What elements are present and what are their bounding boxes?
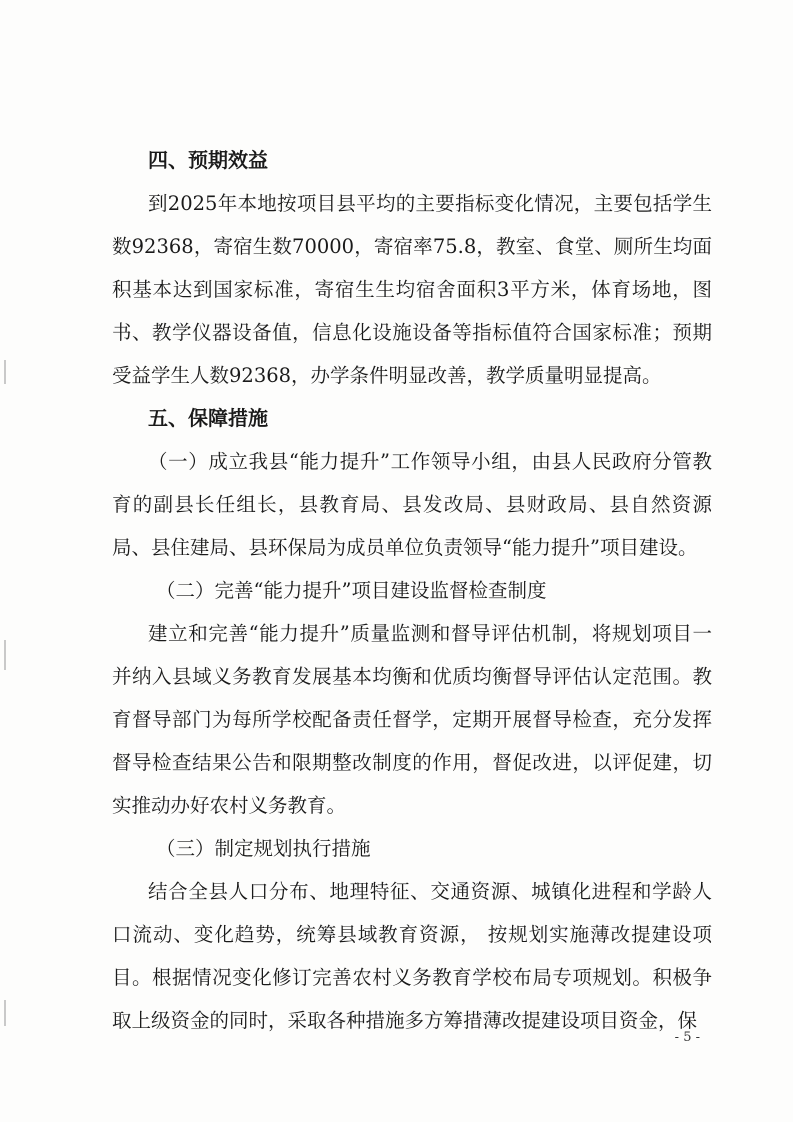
- measure-2-title: （二）完善“能力提升”项目建设监督检查制度: [156, 579, 547, 602]
- section-4-title: 四、预期效益: [148, 148, 268, 172]
- page-number: - 5 -: [674, 1030, 700, 1045]
- scan-binding-mark: [4, 640, 6, 670]
- measure-2-paragraph: 建立和完善“能力提升”质量监测和督导评估机制，将规划项目一并纳入县域义务教育发展基本均衡和优质均衡督导评估认定范围。教育督导部门为每所学校配备责任督学，定期开展督导检查，充分发挥督导检查结果公告和限期整改制度的作用，督促改进，以评促建，切实推动办好农村义务教育。: [112, 622, 712, 817]
- section-5-title: 五、保障措施: [148, 406, 268, 430]
- document-body: [112, 139, 712, 1042]
- section-4-paragraph: 到2025年本地按项目县平均的主要指标变化情况，主要包括学生数92368，寄宿生数70000，寄宿率75.8，教室、食堂、厕所生均面积基本达到国家标准，寄宿生生均宿舍面积3平方米，体育场地，图书、教学仪器设备值，信息化设施设备等指标值符合国家标准；预期受益学生人数92368，办学条件明显改善，教学质量明显提高。: [112, 192, 712, 387]
- measure-3-paragraph: 结合全县人口分布、地理特征、交通资源、城镇化进程和学龄人口流动、变化趋势，统筹县域教育资源， 按规划实施薄改提建设项目。根据情况变化修订完善农村义务教育学校布局专项规划。积极争取上级资金的同时，采取各种措施多方筹措薄改提建设项目资金，保: [112, 880, 712, 1032]
- measure-3-title: （三）制定规划执行措施: [156, 837, 371, 860]
- measure-1-paragraph: （一）成立我县“能力提升”工作领导小组，由县人民政府分管教育的副县长任组长，县教育局、县发改局、县财政局、县自然资源局、县住建局、县环保局为成员单位负责领导“能力提升”项目建设。: [112, 450, 712, 559]
- scan-binding-mark: [4, 1000, 6, 1026]
- scan-binding-mark: [4, 360, 6, 384]
